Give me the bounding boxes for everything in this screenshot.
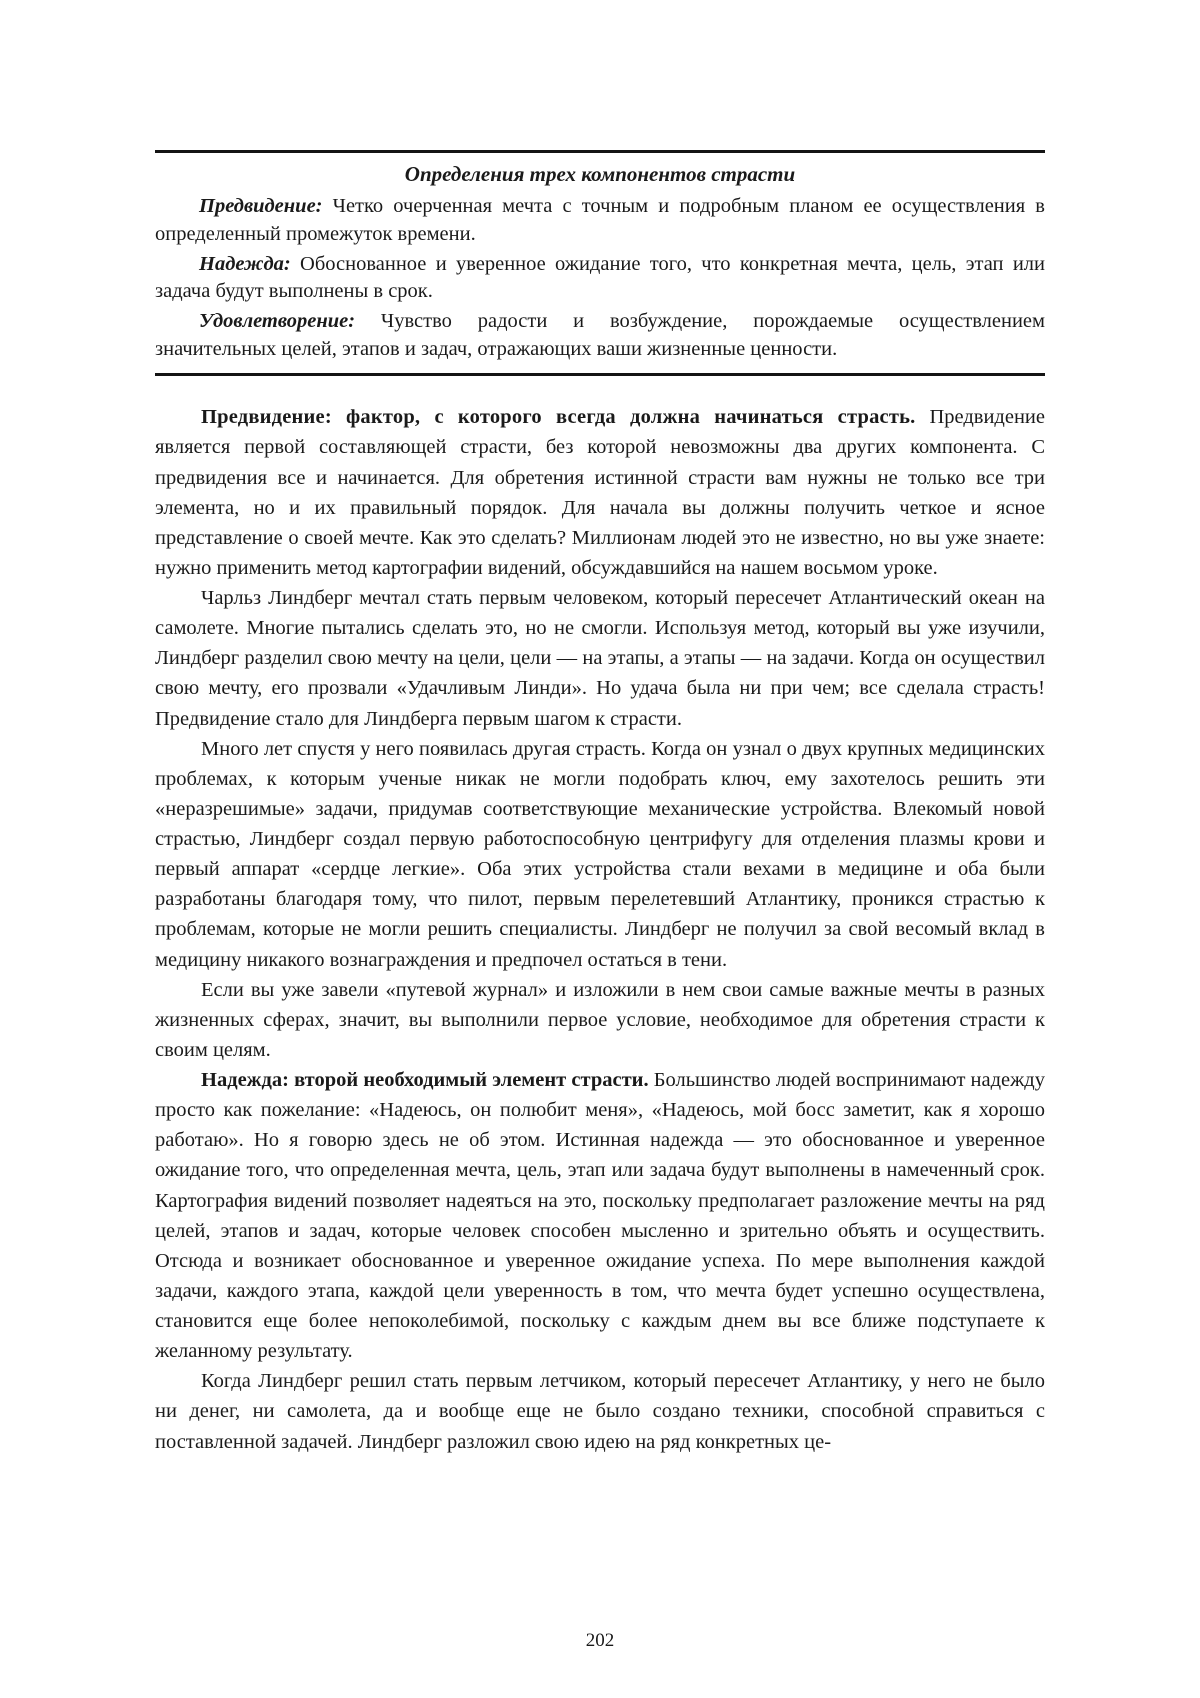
paragraph-text: Большинство людей воспринимают надежду просто как пожелание: «Надеюсь, он полюбит меня», «Надеюсь, мой босс заметит, как я хорошо работаю». Но я говорю здесь не об этом. Истинная надежда — это обоснованное и уверенное ожидание того, что определенная мечта, цель, этап или задача будут выполнены в намеченный срок. Картография видений позволяет надеяться на это, поскольку предполагает разложение мечты на ряд целей, этапов и задач, которые человек способен мысленно и зрительно объять и осуществить. Отсюда и возникает обоснованное и уверенное ожидание успеха. По мере выполнения каждой задачи, каждого этапа, каждой цели уверенность в том, что мечта будет успешно осуществлена, становится еще более непоколебимой, поскольку с каждым днем вы все ближе подступаете к желанному результату. <box>155 1069 1045 1363</box>
paragraph <box>155 734 1045 975</box>
paragraph-text: Много лет спустя у него появилась другая страсть. Когда он узнал о двух крупных медицинских проблемах, к которым ученые никак не могли подобрать ключ, ему захотелось решить эти «неразрешимые» задачи, придумав соответствующие механические устройства. Влекомый новой страстью, Линдберг создал первую работоспособную центрифугу для отделения плазмы крови и первый аппарат «сердце легкие». Оба этих устройства стали вехами в медицине и оба были разработаны благодаря тому, что пилот, первым перелетевший Атлантику, проникся страстью к проблемам, которые не могли решить специалисты. Линдберг не получил за свой весомый вклад в медицину никакого вознаграждения и предпочел остаться в тени. <box>155 737 1045 971</box>
page-content <box>155 150 1045 1457</box>
page-number: 202 <box>585 1630 615 1651</box>
definitions-box-title: Определения трех компонентов страсти <box>404 162 796 186</box>
definition-item <box>155 251 1045 306</box>
paragraph-text: Предвидение является первой составляющей страсти, без которой невозможны два других компонента. С предвидения все и начинается. Для обретения истинной страсти вам нужны не только все три элемента, но и их правильный порядок. Для начала вы должны получить четкое и ясное представление о своей мечте. Как это сделать? Миллионам людей это не известно, но вы уже знаете: нужно применить метод картографии видений, обсуждавшийся на нашем восьмом уроке. <box>155 406 1045 579</box>
definition-text: Четко очерченная мечта с точным и подробным планом ее осуществления в определенный промежуток времени. <box>155 195 1045 245</box>
paragraph-lead: Надежда: второй необходимый элемент страсти. <box>201 1069 649 1092</box>
definition-term: Предвидение: <box>199 195 323 218</box>
definition-term: Удовлетворение: <box>199 309 356 332</box>
definition-item <box>155 308 1045 363</box>
definition-item <box>155 193 1045 248</box>
definition-term: Надежда: <box>199 252 291 275</box>
paragraph-text: Чарльз Линдберг мечтал стать первым человеком, который пересечет Атлантический океан на самолете. Многие пытались сделать это, но не смогли. Используя метод, который вы уже изучили, Линдберг разделил свою мечту на цели, цели — на этапы, а этапы — на задачи. Когда он осуществил свою мечту, его прозвали «Удачливым Линди». Но удача была ни при чем; все сделала страсть! Предвидение стало для Линдберга первым шагом к страсти. <box>155 587 1045 730</box>
paragraph <box>155 1366 1045 1456</box>
definition-text: Чувство радости и возбуждение, порождаемые осуществлением значительных целей, этапов и задач, отражающих ваши жизненные ценности. <box>155 309 1045 360</box>
paragraph-text: Если вы уже завели «путевой журнал» и изложили в нем свои самые важные мечты в разных жизненных сферах, значит, вы выполнили первое условие, необходимое для обретения страсти к своим целям. <box>155 978 1045 1061</box>
paragraph <box>155 402 1045 583</box>
body-text <box>155 402 1045 1456</box>
definition-text: Обоснованное и уверенное ожидание того, что конкретная мечта, цель, этап или задача будут выполнены в срок. <box>155 252 1045 303</box>
paragraph <box>155 583 1045 734</box>
paragraph <box>155 1065 1045 1366</box>
paragraph-text: Когда Линдберг решил стать первым летчиком, который пересечет Атлантику, у него не было ни денег, ни самолета, да и вообще еще не было создано техники, способной справиться с поставленной задачей. Линдберг разложил свою идею на ряд конкретных це- <box>155 1370 1045 1453</box>
paragraph <box>155 975 1045 1065</box>
paragraph-lead: Предвидение: фактор, с которого всегда должна начинаться страсть. <box>201 406 916 429</box>
definitions-box <box>155 150 1045 376</box>
